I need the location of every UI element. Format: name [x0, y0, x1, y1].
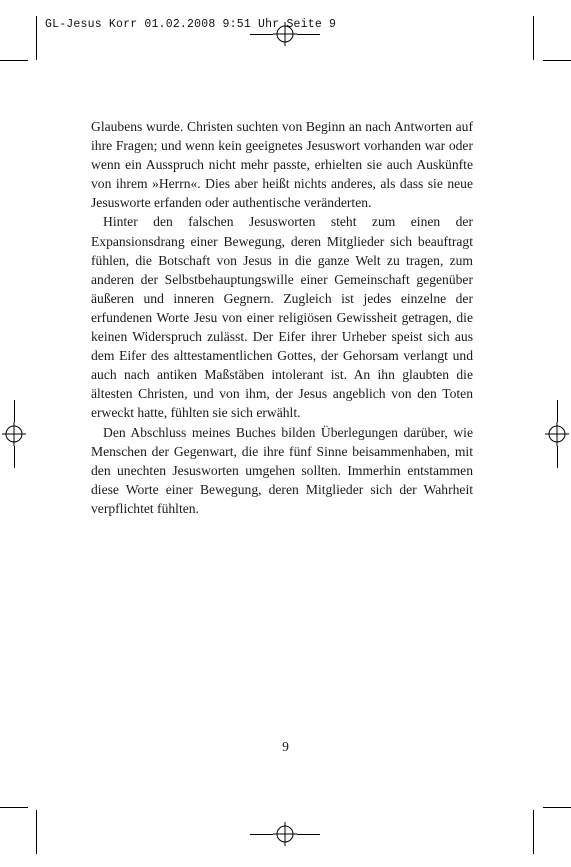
registration-line-left-lower: [14, 446, 15, 468]
crop-mark-top-left-vertical: [36, 16, 37, 60]
registration-line-left-upper: [14, 400, 15, 422]
registration-mark-left-icon: [2, 422, 26, 446]
crop-mark-bottom-left-horizontal: [0, 807, 28, 808]
registration-mark-top-icon: [273, 22, 297, 46]
registration-line-bottom-left: [250, 834, 273, 835]
crop-mark-top-left-horizontal: [0, 60, 28, 61]
registration-line-right-upper: [557, 400, 558, 422]
crop-mark-bottom-left-vertical: [36, 810, 37, 854]
crop-mark-bottom-right-vertical: [533, 810, 534, 854]
registration-line-right-lower: [557, 446, 558, 468]
registration-line-top-left: [250, 34, 273, 35]
crop-mark-top-right-vertical: [533, 16, 534, 60]
paragraph-continuation: Glaubens wurde. Christen suchten von Beginn an nach Antworten auf ihre Fragen; und wenn kein geeignetes Jesuswort vorhanden war oder wenn ein Ausspruch nicht mehr passte, erhielten sie auch Auskünfte von ihrem »Herrn«. Dies aber heißt nichts anderes, als dass sie neue Jesusworte erfanden oder authentische veränderten.: [91, 119, 473, 211]
registration-line-bottom-right: [297, 834, 320, 835]
crop-mark-bottom-right-horizontal: [543, 807, 571, 808]
body-text: [91, 117, 473, 518]
paragraph-conclusion: Den Abschluss meines Buches bilden Überlegungen darüber, wie Menschen der Gegenwart, die ihre fünf Sinne beisammenhaben, mit den unechten Jesusworten umgehen sollten. Immerhin entstammen diese Worte einer Bewegung, deren Mitglieder sich der Wahrheit verpflichtet fühlten.: [91, 424, 473, 516]
paragraph-false-sayings: Hinter den falschen Jesusworten steht zum einen der Expansionsdrang einer Bewegung, deren Mitglieder sich beauftragt fühlen, die Botschaft von Jesus in die ganze Welt zu tragen, zum anderen der Selbstbehauptungswille einer Gemeinschaft gegenüber äußeren und inneren Gegnern. Zugleich ist jedes einzelne der erfundenen Worte Jesu von einer religiösen Gewissheit getragen, die keinen Widerspruch zulässt. Der Eifer ihrer Urheber speist sich aus dem Eifer des alttestamentlichen Gottes, der Gehorsam verlangt und auch nach antiken Maßstäben intolerant ist. An ihn glaubten die ältesten Christen, und von ihm, der Jesus angeblich von den Toten erweckt hatte, fühlten sie sich erwählt.: [91, 214, 473, 421]
registration-mark-right-icon: [545, 422, 569, 446]
print-slug-line: GL-Jesus Korr 01.02.2008 9:51 Uhr Seite 9: [45, 18, 337, 31]
registration-mark-bottom-icon: [273, 822, 297, 846]
page-number: 9: [282, 739, 289, 754]
registration-line-top-right: [297, 34, 320, 35]
crop-mark-top-right-horizontal: [543, 60, 571, 61]
